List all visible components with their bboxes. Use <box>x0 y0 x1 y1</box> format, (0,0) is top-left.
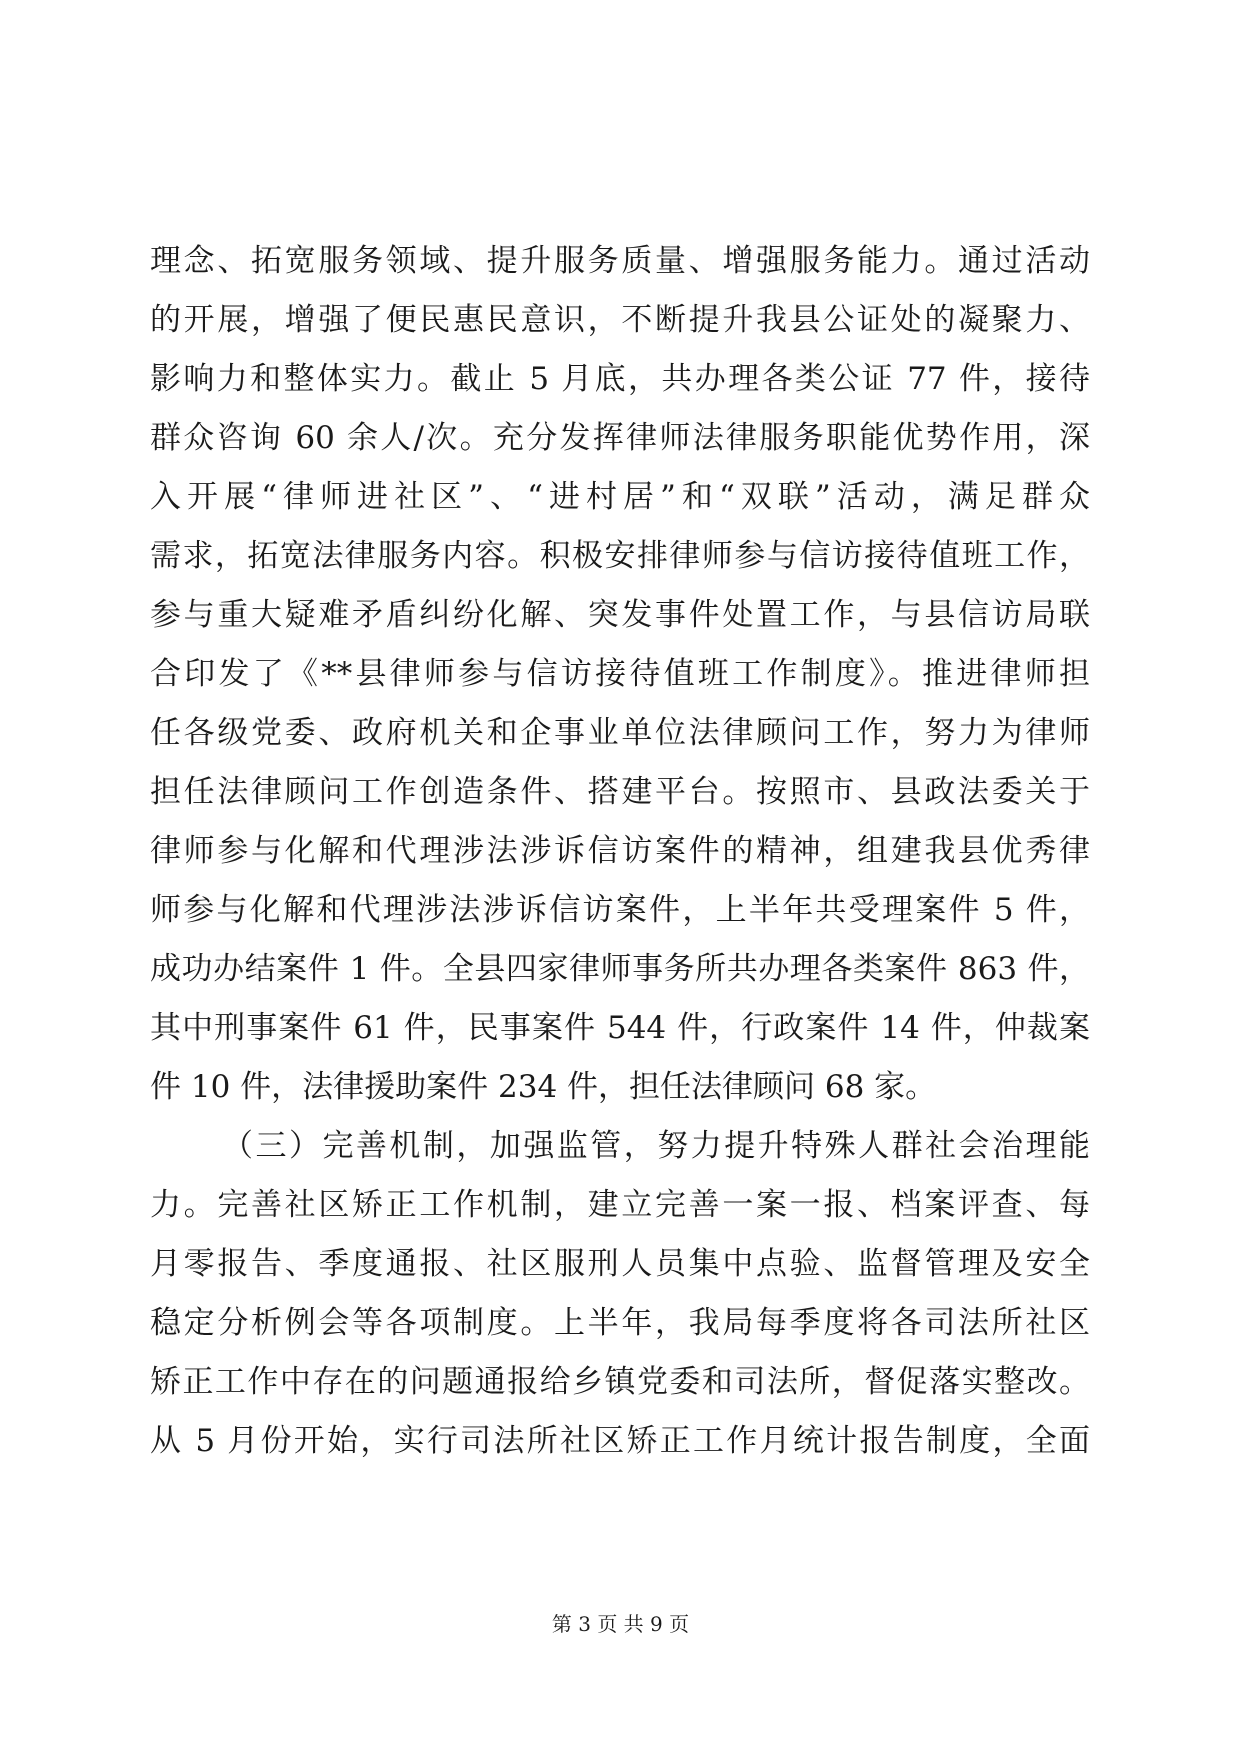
page-number-footer: 第 3 页 共 9 页 <box>551 1612 690 1636</box>
text-line: 理念、拓宽服务领域、提升服务质量、增强服务能力。通过活动 <box>150 243 1090 279</box>
text-line: 从 5 月份开始，实行司法所社区矫正工作月统计报告制度，全面 <box>150 1423 1090 1459</box>
text-line: 师参与化解和代理涉法涉诉信访案件，上半年共受理案件 5 件， <box>150 892 1090 928</box>
text-line: 合印发了《**县律师参与信访接待值班工作制度》。推进律师担 <box>150 656 1090 692</box>
text-line: 需求，拓宽法律服务内容。积极安排律师参与信访接待值班工作， <box>150 538 1090 574</box>
text-line: 矫正工作中存在的问题通报给乡镇党委和司法所，督促落实整改。 <box>150 1364 1090 1400</box>
text-line: 影响力和整体实力。截止 5 月底，共办理各类公证 77 件，接待 <box>150 361 1090 397</box>
text-line: 力。完善社区矫正工作机制，建立完善一案一报、档案评查、每 <box>150 1187 1090 1223</box>
text-line: 参与重大疑难矛盾纠纷化解、突发事件处置工作，与县信访局联 <box>150 597 1090 633</box>
text-line: 担任法律顾问工作创造条件、搭建平台。按照市、县政法委关于 <box>150 774 1090 810</box>
paragraph-end-line: 件 10 件，法律援助案件 234 件，担任法律顾问 68 家。 <box>150 1069 937 1105</box>
text-line: 稳定分析例会等各项制度。上半年，我局每季度将各司法所社区 <box>150 1305 1090 1341</box>
text-line: 其中刑事案件 61 件，民事案件 544 件，行政案件 14 件，仲裁案 <box>150 1010 1090 1046</box>
section-heading-line: （三）完善机制，加强监管，努力提升特殊人群社会治理能 <box>222 1128 1090 1164</box>
text-line: 成功办结案件 1 件。全县四家律师事务所共办理各类案件 863 件， <box>150 951 1090 987</box>
text-line: 律师参与化解和代理涉法涉诉信访案件的精神，组建我县优秀律 <box>150 833 1090 869</box>
text-line: 入开展“律师进社区”、“进村居”和“双联”活动，满足群众 <box>150 479 1090 515</box>
text-line: 月零报告、季度通报、社区服刑人员集中点验、监督管理及安全 <box>150 1246 1090 1282</box>
body-text <box>150 232 1090 1471</box>
text-line: 任各级党委、政府机关和企事业单位法律顾问工作，努力为律师 <box>150 715 1090 751</box>
text-line: 的开展，增强了便民惠民意识，不断提升我县公证处的凝聚力、 <box>150 302 1090 338</box>
text-line: 群众咨询 60 余人/次。充分发挥律师法律服务职能优势作用，深 <box>150 420 1090 456</box>
